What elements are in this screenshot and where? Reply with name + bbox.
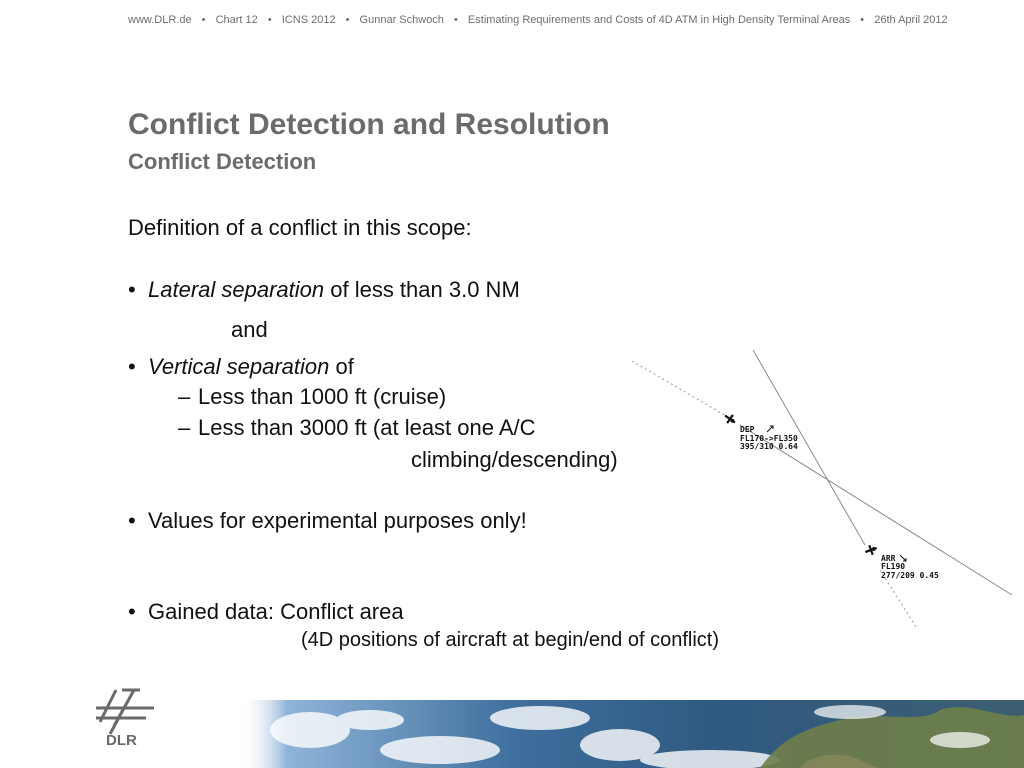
earth-banner-image — [240, 700, 1024, 768]
header-site: www.DLR.de — [128, 14, 192, 26]
dlr-logo-text: DLR — [106, 732, 137, 748]
bullet-marker: • — [128, 277, 136, 302]
values-text: Values for experimental purposes only! — [148, 508, 527, 533]
header-talk-title: Estimating Requirements and Costs of 4D ATM in High Density Terminal Areas — [467, 14, 851, 26]
header-separator: • — [267, 14, 272, 26]
dlr-logo — [94, 688, 156, 748]
dep-levels: FL170->FL350 — [740, 434, 798, 443]
and-text: and — [231, 317, 268, 342]
header-conference: ICNS 2012 — [281, 14, 336, 26]
slide-header — [128, 14, 1008, 26]
sub-bullet-climb-continued: climbing/descending) — [411, 447, 618, 472]
gained-subtext: (4D positions of aircraft at begin/end of conflict) — [301, 629, 719, 651]
bullet-marker: • — [128, 354, 136, 379]
bullet-gained — [128, 599, 404, 625]
header-chart: Chart 12 — [215, 14, 258, 26]
header-separator: • — [454, 14, 458, 26]
lateral-term: Lateral separation — [148, 277, 325, 302]
dep-data: 395/310 0.64 — [740, 442, 798, 451]
radar-conflict-illustration — [620, 345, 1024, 645]
sub-bullet-climb-text: Less than 3000 ft (at least one A/C — [198, 415, 536, 440]
sub-bullet-cruise-text: Less than 1000 ft (cruise) — [198, 384, 447, 409]
lateral-rest: of less than 3.0 NM — [324, 277, 520, 302]
bullet-values — [128, 508, 527, 534]
vertical-rest: of — [329, 354, 354, 379]
vertical-term: Vertical separation — [148, 354, 330, 379]
dep-history-dots — [632, 361, 728, 417]
slide-subtitle: Conflict Detection — [128, 149, 317, 174]
arr-data: 277/209 0.45 — [881, 571, 939, 580]
arr-aircraft-icon — [864, 543, 879, 557]
header-date: 26th April 2012 — [874, 14, 948, 26]
gained-text: Gained data: Conflict area — [148, 599, 404, 624]
dep-callsign: DEP — [740, 425, 755, 434]
sub-bullet-cruise — [178, 384, 446, 410]
arr-callsign: ARR — [881, 554, 896, 563]
header-separator: • — [860, 14, 865, 26]
dash-marker: – — [178, 415, 191, 440]
dash-marker: – — [178, 384, 191, 409]
dep-climb-arrow-icon — [767, 426, 773, 432]
bullet-marker: • — [128, 599, 136, 624]
header-separator: • — [201, 14, 206, 26]
header-separator: • — [345, 14, 350, 26]
bullet-vertical — [128, 354, 354, 380]
sub-bullet-climb — [178, 415, 536, 441]
slide-title: Conflict Detection and Resolution — [128, 108, 610, 141]
dep-aircraft-icon — [722, 411, 738, 426]
bullet-lateral — [128, 277, 520, 303]
arr-levels: FL190 — [881, 562, 906, 571]
arr-descend-arrow-icon — [900, 555, 906, 561]
intro-text: Definition of a conflict in this scope: — [128, 215, 472, 240]
header-author: Gunnar Schwoch — [359, 14, 444, 26]
bullet-marker: • — [128, 508, 136, 533]
